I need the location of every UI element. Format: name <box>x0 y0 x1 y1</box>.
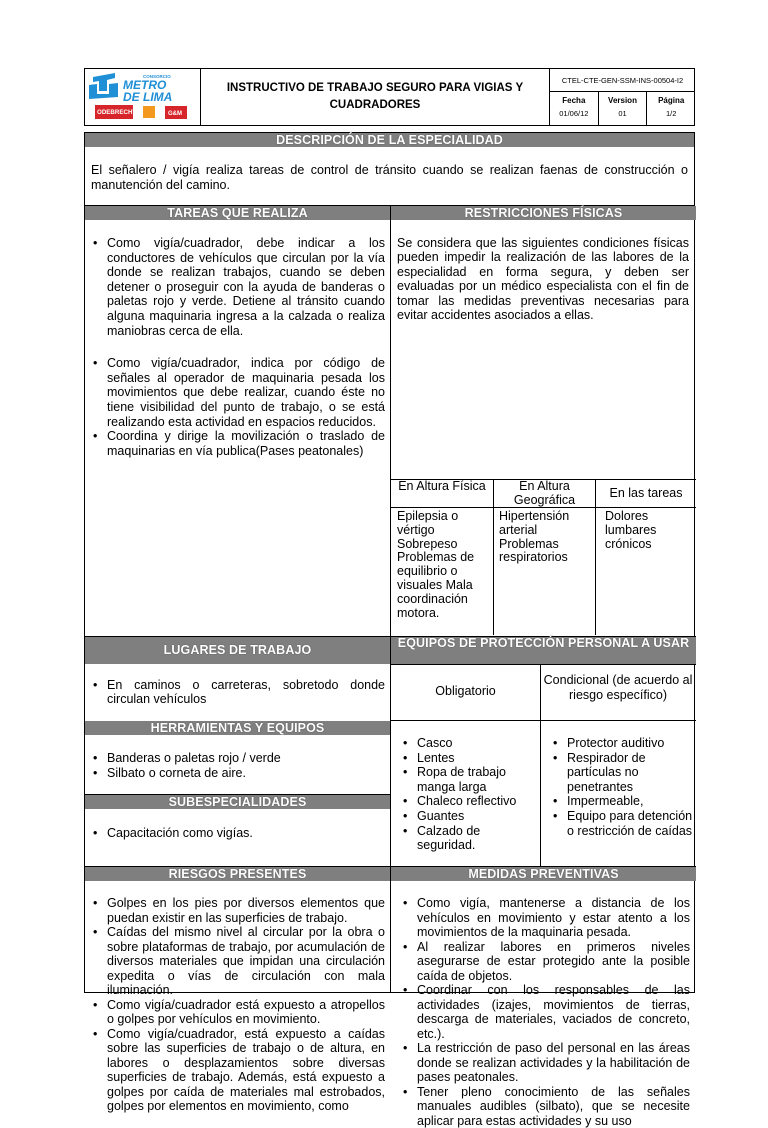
pagina-value: 1/2 <box>647 109 695 118</box>
list-item: • Silbato o corneta de aire. <box>107 766 385 781</box>
list-item: • Guantes <box>417 809 537 824</box>
subespecialidades-heading: SUBESPECIALIDADES <box>85 795 390 809</box>
document-code: CTEL-CTE-GEN-SSM-INS-00504-I2 <box>550 69 695 92</box>
list-item: • Lentes <box>417 751 537 766</box>
version-label: Version <box>599 96 647 105</box>
pagina-label: Página <box>647 96 695 105</box>
riesgos-list <box>87 896 385 1114</box>
list-item: • Chaleco reflectivo <box>417 794 537 809</box>
herramientas-list <box>87 751 385 781</box>
list-item: • Coordinar con los responsables de las actividades (izajes, movimientos de tierras, descarga de materiales, vaciados de concreto, etc.). <box>417 983 690 1041</box>
svg-text:ODEBRECHT: ODEBRECHT <box>97 109 136 116</box>
restriccion-body: Dolores lumbares crónicos <box>605 510 693 551</box>
list-item: • Como vigía/cuadrador, debe indicar a los conductores de vehículos que circulan por la vía donde se realizan trabajos, cuando se deben detener o proseguir con la ayuda de banderas o paletas rojo y verde. Detiene al tránsito cuando alguna maquinaria ingresa a la calzada o realiza maniobras cerca de ella. <box>107 236 385 338</box>
content-grid <box>84 206 695 993</box>
subespecialidades-list <box>87 826 385 841</box>
restricciones-heading: RESTRICCIONES FÍSICAS <box>391 206 696 220</box>
list-item: • La restricción de paso del personal en las áreas donde se realizan actividades y la habilitación de pases peatonales. <box>417 1041 690 1085</box>
epp-divider <box>540 664 541 866</box>
restriccion-head: En Altura Geográfica <box>494 480 595 508</box>
version-cell <box>598 92 647 125</box>
table-rule <box>595 479 596 635</box>
list-item: • Como vigía/cuadrador, indica por código de señales al operador de maquinaria pesada los movimientos que debe realizar, cuando éste no tiene visibilidad del punto de trabajo, o se está realizando esta actividad en espacios reducidos. <box>107 356 385 429</box>
list-item: • Capacitación como vigías. <box>107 826 385 841</box>
row-rule <box>391 720 696 721</box>
epp-condicional-label: Condicional (de acuerdo al riesgo específico) <box>543 673 693 703</box>
list-item: • Equipo para detención o restricción de caídas <box>567 809 693 838</box>
list-item: • Golpes en los pies por diversos elementos que puedan existir en las superficies de trabajo. <box>107 896 385 925</box>
epp-obligatorio-label: Obligatorio <box>391 684 540 698</box>
restriccion-head: En las tareas <box>596 487 696 501</box>
list-item: • Como vigía/cuadrador, está expuesto a caídas sobre las superficies de trabajo o de altura, en labores o desplazamientos sobre diversas superficies de trabajo. Además, está expuesto a golpes por caída de materiales mal estrobados, golpes por elementos en movimiento, como <box>107 1027 385 1114</box>
list-item: • Tener pleno conocimiento de las señales manuales audibles (silbato), que se necesite aplicar para estas actividades y su uso <box>417 1085 690 1128</box>
list-item: • Banderas o paletas rojo / verde <box>107 751 385 766</box>
epp-obligatorio-list <box>397 736 537 853</box>
version-value: 01 <box>599 109 647 118</box>
descripcion-text: El señalero / vigía realiza tareas de control de tránsito cuando se realizan faenas de construcción o manutención del camino. <box>85 163 694 205</box>
tareas-list <box>87 236 385 458</box>
epp-condicional-list <box>547 736 693 838</box>
list-item: • Como vigía/cuadrador está expuesto a atropellos o golpes por vehículos en movimiento. <box>107 998 385 1027</box>
svg-text:CONSORCIO: CONSORCIO <box>143 74 171 79</box>
list-item: • Casco <box>417 736 537 751</box>
restriccion-body: Hipertensión arterial Problemas respiratorios <box>499 510 593 565</box>
document-title: INSTRUCTIVO DE TRABAJO SEGURO PARA VIGIAS Y CUADRADORES <box>201 69 550 125</box>
list-item: • Respirador de partículas no penetrantes <box>567 751 693 795</box>
document-header <box>84 68 695 126</box>
restriccion-head: En Altura Física <box>391 480 493 494</box>
restricciones-table <box>391 479 696 635</box>
lugares-list <box>87 678 385 707</box>
list-item: • Caídas del mismo nivel al circular por la obra o sobre plataformas de trabajo, por acumulación de diversos materiales que impidan una circulación expedita o vías de circulación con mala iluminación. <box>107 925 385 998</box>
document-meta <box>550 69 695 125</box>
lugares-heading: LUGARES DE TRABAJO <box>85 637 390 664</box>
list-item: • Protector auditivo <box>567 736 693 751</box>
epp-heading: EQUIPOS DE PROTECCIÓN PERSONAL A USAR <box>391 637 696 664</box>
list-item: • En caminos o carreteras, sobretodo donde circulan vehículos <box>107 678 385 707</box>
svg-text:G&M: G&M <box>168 111 182 117</box>
herramientas-heading: HERRAMIENTAS Y EQUIPOS <box>85 721 390 735</box>
restriccion-body: Epilepsia o vértigo Sobrepeso Problemas de equilibrio o visuales Mala coordinación motora. <box>397 510 491 620</box>
restricciones-text: Se considera que las siguientes condiciones físicas pueden impedir la realización de las labores de la especialidad en forma segura, y deben ser evaluadas por un médico especialista con el fin de tomar las medidas preventivas necesarias para evitar accidentes asociados a ellas. <box>397 236 689 322</box>
row-rule <box>391 664 696 665</box>
list-item: • Como vigía, mantenerse a distancia de los vehículos en movimiento y estar atento a los movimientos de la maquinaria pesada. <box>417 896 690 940</box>
list-item: • Impermeable, <box>567 794 693 809</box>
document-page <box>84 68 695 993</box>
medidas-list <box>397 896 690 1128</box>
svg-text:METRO: METRO <box>123 78 167 92</box>
medidas-heading: MEDIDAS PREVENTIVAS <box>391 867 696 881</box>
fecha-value: 01/06/12 <box>550 109 598 118</box>
list-item: • Coordina y dirige la movilización o traslado de maquinarias en vía publica(Pases peatonales) <box>107 429 385 458</box>
list-item: • Al realizar labores en primeros niveles asegurarse de estar protegido ante la posible caída de objetos. <box>417 940 690 984</box>
svg-text:DE LIMA: DE LIMA <box>123 90 172 104</box>
descripcion-heading: DESCRIPCIÓN DE LA ESPECIALIDAD <box>85 133 694 147</box>
fecha-cell <box>550 92 598 125</box>
fecha-label: Fecha <box>550 96 598 105</box>
pagina-cell <box>646 92 695 125</box>
riesgos-heading: RIESGOS PRESENTES <box>85 867 390 881</box>
list-item: • Calzado de seguridad. <box>417 824 537 853</box>
metro-de-lima-logo <box>85 69 201 125</box>
descripcion-section <box>84 132 695 206</box>
list-item: • Ropa de trabajo manga larga <box>417 765 537 794</box>
tareas-heading: TAREAS QUE REALIZA <box>85 206 390 220</box>
